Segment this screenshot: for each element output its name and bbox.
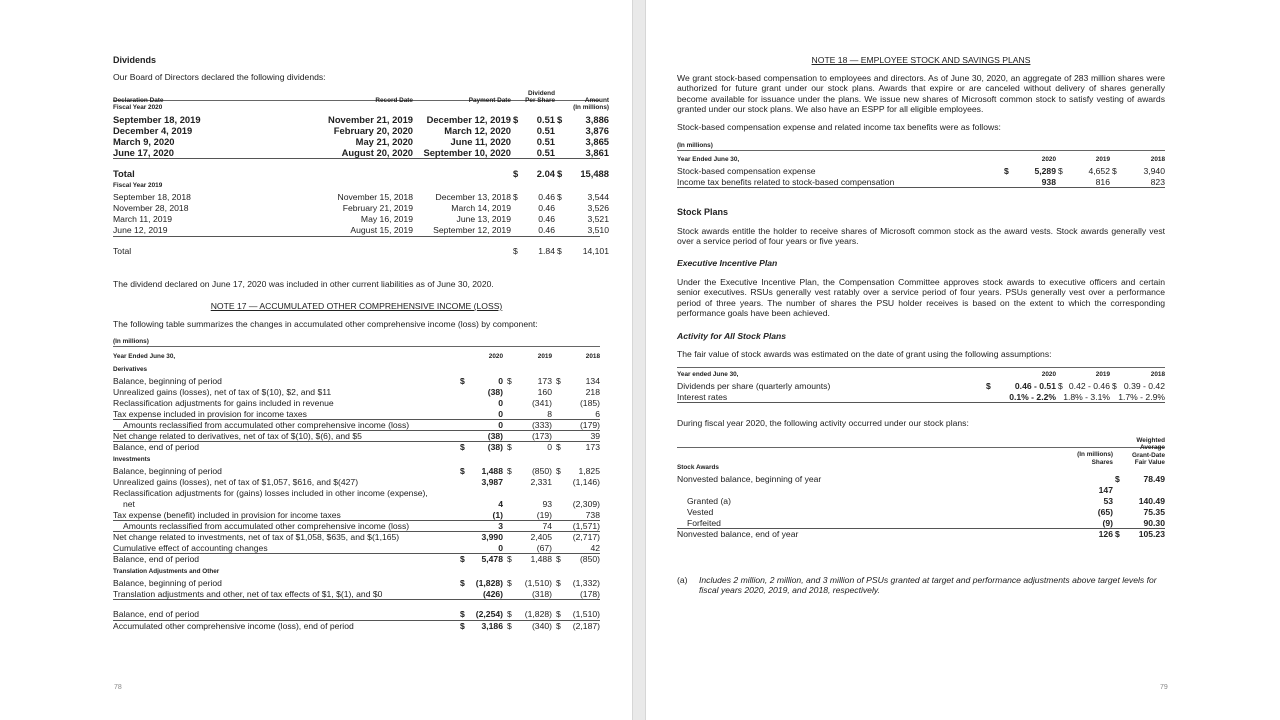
- cell-value: 2,331: [530, 477, 552, 487]
- cell-value: $ 1,488: [460, 466, 503, 476]
- cell-value: (In millions): [573, 104, 609, 111]
- row-label: Vested: [687, 507, 714, 517]
- cell-value: 42: [590, 543, 600, 553]
- footnote-text: Includes 2 million, 2 million, and 3 million of PSUs granted at target and performance adjustments above target levels for fiscal years 2020, 2019, and 2018, respectively.: [699, 575, 1157, 596]
- cell-value: 147: [1098, 485, 1113, 495]
- row-label: Balance, end of period: [113, 609, 200, 619]
- row-label: September 18, 2018: [113, 192, 191, 202]
- table-row: [677, 177, 1165, 188]
- row-label: Balance, beginning of period: [113, 466, 222, 476]
- cell-value: June 11, 2020: [450, 136, 511, 147]
- cell-value: (173): [531, 431, 552, 441]
- cell-value: 218: [585, 387, 600, 397]
- cell-value: (38): [487, 431, 503, 441]
- cell-value: 3,861: [585, 147, 609, 158]
- activity-intro: The fair value of stock awards was estimated on the date of grant using the following assumptions:: [677, 349, 1052, 359]
- cell-value: $ 1,825: [556, 466, 600, 476]
- cell-value: 74: [542, 521, 552, 531]
- section-label-row: [677, 448, 1165, 461]
- cell-value: (2,717): [572, 532, 600, 542]
- row-label: Total: [113, 246, 132, 256]
- aoci-table: [113, 350, 600, 632]
- page-number: 78: [114, 684, 122, 691]
- cell-value: $ 1.84: [513, 246, 555, 256]
- row-label: Amounts reclassified from accumulated other comprehensive income (loss): [123, 420, 410, 430]
- cell-value: 0.51: [536, 147, 555, 158]
- table-row: [113, 398, 600, 409]
- cell-value: $ (1,828): [507, 609, 552, 619]
- cell-value: September 10, 2020: [423, 147, 511, 158]
- row-label: Derivatives: [113, 366, 148, 373]
- cell-value: June 13, 2019: [456, 214, 511, 224]
- cell-value: 2020: [488, 353, 503, 360]
- sbc-units: (In millions): [677, 142, 1165, 151]
- table-row: [113, 466, 600, 477]
- cell-value: $ (850): [507, 466, 552, 476]
- cell-value: 816: [1095, 177, 1110, 187]
- cell-value: 4: [498, 499, 503, 509]
- table-row: [113, 114, 609, 125]
- row-label: Balance, end of period: [113, 554, 200, 564]
- cell-value: $ 5,289: [1004, 166, 1056, 176]
- aoci-units: (In millions): [113, 338, 600, 347]
- footnote-marker: (a): [677, 575, 688, 585]
- cell-value: $ 0.39 - 0.42: [1112, 381, 1165, 391]
- table-row: [113, 543, 600, 554]
- cell-value: $ 3,544: [557, 192, 609, 202]
- dividends-table: [113, 90, 609, 257]
- page-number: 79: [1160, 684, 1168, 691]
- row-label: Fiscal Year 2019: [113, 182, 163, 189]
- cell-value: 3,990: [481, 532, 503, 542]
- table-row: [113, 147, 609, 158]
- cell-value: $ 3,940: [1112, 166, 1165, 176]
- cell-value: 2020: [1041, 371, 1056, 378]
- cell-value: 1.7% - 2.9%: [1118, 392, 1165, 402]
- cell-value: 140.49: [1138, 496, 1165, 506]
- row-label: Year Ended June 30,: [677, 156, 740, 163]
- row-label: Unrealized gains (losses), net of tax of $1,057, $616, and $(427): [113, 477, 359, 487]
- row-label: Translation adjustments and other, net of tax effects of $1, $(1), and $0: [113, 589, 383, 599]
- row-label: Amounts reclassified from accumulated other comprehensive income (loss): [123, 521, 410, 531]
- table-row: [677, 507, 1165, 518]
- cell-value: $ 5,478: [460, 554, 503, 564]
- page-gutter: [632, 0, 646, 720]
- row-label: Nonvested balance, end of year: [677, 529, 799, 539]
- table-row: [113, 420, 600, 431]
- cell-value: 8: [547, 409, 552, 419]
- row-label: Unrealized gains (losses), net of tax of $(10), $2, and $11: [113, 387, 332, 397]
- table-row: [113, 203, 609, 214]
- cell-value: 0: [498, 420, 503, 430]
- row-label: Reclassification adjustments for gains included in revenue: [113, 398, 334, 408]
- row-label: June 17, 2020: [113, 147, 174, 158]
- section-label-row: [113, 565, 600, 578]
- dividends-heading: Dividends: [113, 55, 157, 65]
- cell-value: 0.51: [536, 136, 555, 147]
- table-row: [113, 554, 600, 565]
- row-label: net: [123, 499, 135, 509]
- stock-plans-text: Stock awards entitle the holder to receive shares of Microsoft common stock as the award vests. Stock awards generally vest over a service period of four years or five years.: [677, 226, 1165, 247]
- note-17-title: NOTE 17 — ACCUMULATED OTHER COMPREHENSIVE INCOME (LOSS): [210, 301, 503, 311]
- cell-value: (38): [487, 387, 503, 397]
- cell-value: 2018: [1150, 156, 1165, 163]
- table-row: [113, 192, 609, 203]
- cell-value: $ (850): [556, 554, 600, 564]
- cell-value: $ 0: [507, 442, 552, 452]
- cell-value: (341): [531, 398, 552, 408]
- cell-value: 3,865: [585, 136, 609, 147]
- cell-value: (178): [579, 589, 600, 599]
- section-label-row: [113, 453, 600, 466]
- cell-value: $ 78.49: [1115, 474, 1165, 484]
- cell-value: March 14, 2019: [451, 203, 511, 213]
- row-label: Balance, beginning of period: [113, 578, 222, 588]
- row-label: September 18, 2019: [113, 114, 201, 125]
- note-18-title: NOTE 18 — EMPLOYEE STOCK AND SAVINGS PLANS: [811, 55, 1031, 65]
- sbc-intro: Stock-based compensation expense and related income tax benefits were as follows:: [677, 122, 1001, 132]
- cell-value: Weighted Average Grant-Date Fair Value: [1131, 437, 1165, 467]
- stock-awards-table: [677, 437, 1165, 540]
- cell-value: (318): [531, 589, 552, 599]
- table-row: [677, 485, 1165, 496]
- table-row: [677, 392, 1165, 403]
- cell-value: 53: [1103, 496, 1113, 506]
- row-label: Reclassification adjustments for (gains) losses included in other income (expense),: [113, 488, 428, 498]
- dividends-intro: Our Board of Directors declared the following dividends:: [113, 72, 326, 82]
- table-row: [113, 442, 600, 453]
- sbc-table: [677, 153, 1165, 188]
- row-label: Total: [113, 168, 135, 179]
- table-row: [113, 532, 600, 543]
- row-label: Year Ended June 30,: [113, 353, 176, 360]
- cell-value: $ (1,510): [507, 578, 552, 588]
- cell-value: December 13, 2018: [435, 192, 511, 202]
- cell-value: 0.46: [538, 203, 555, 213]
- cell-value: 3,987: [481, 477, 503, 487]
- table-row: [113, 236, 609, 257]
- cell-value: 2019: [1095, 156, 1110, 163]
- row-label: Net change related to investments, net of tax of $1,058, $635, and $(1,165): [113, 532, 400, 542]
- cell-value: 90.30: [1143, 518, 1165, 528]
- row-label: Declaration Date: [113, 97, 164, 105]
- table-row: [113, 125, 609, 136]
- cell-value: $ 3,886: [557, 114, 609, 125]
- row-label: Year ended June 30,: [677, 371, 739, 378]
- cell-value: Shares: [1091, 459, 1113, 467]
- cell-value: 3,526: [587, 203, 609, 213]
- table-row: [677, 518, 1165, 529]
- section-label-row: [113, 179, 600, 192]
- cell-value: December 12, 2019: [426, 114, 511, 125]
- cell-value: $ (38): [460, 442, 503, 452]
- cell-value: (426): [482, 589, 503, 599]
- cell-value: February 20, 2020: [333, 125, 413, 136]
- cell-value: 126: [1098, 529, 1113, 539]
- cell-value: Record Date: [375, 97, 413, 105]
- cell-value: Amount: [584, 97, 609, 105]
- cell-value: $ 0.51: [513, 114, 555, 125]
- cell-value: (185): [579, 398, 600, 408]
- stock-plans-heading: Stock Plans: [677, 207, 729, 217]
- note-18-intro: We grant stock-based compensation to employees and directors. As of June 30, 2020, an aggregate of 283 million shares were authorized for future grant under our stock plans. Awards that expire or are canceled without delivery of shares generally become available for issuance under the plans. We issue new shares of Microsoft common stock to satisfy vesting of awards granted under our stock plans. We also have an ESPP for all eligible employees.: [677, 73, 1165, 115]
- table-row: [113, 158, 609, 179]
- cell-value: $ 0: [460, 376, 503, 386]
- table-row: [113, 578, 600, 589]
- cell-value: $ (1,510): [556, 609, 600, 619]
- section-label-row: [113, 350, 600, 363]
- table-row: [113, 499, 600, 510]
- row-label: Balance, beginning of period: [113, 376, 222, 386]
- cell-value: $ (340): [507, 621, 552, 631]
- eip-text: Under the Executive Incentive Plan, the Compensation Committee approves stock awards to executive officers and certain senior executives. RSUs generally vest ratably over a service period of four years. PSUs generally vest over a performance period of three years. The number of shares the PSU holder receives is based on the extent to which the corresponding performance goals have been achieved.: [677, 277, 1165, 319]
- row-label: Interest rates: [677, 392, 728, 402]
- cell-value: September 12, 2019: [433, 225, 511, 235]
- cell-value: $ 134: [556, 376, 600, 386]
- table-header: [113, 90, 609, 105]
- cell-value: 0: [498, 398, 503, 408]
- cell-value: 0: [498, 543, 503, 553]
- cell-value: $ 0.46 - 0.51: [986, 381, 1056, 391]
- cell-value: 0.46: [538, 225, 555, 235]
- cell-value: 93: [542, 499, 552, 509]
- table-row: [113, 409, 600, 420]
- table-row: [113, 510, 600, 521]
- footnote: [677, 575, 1165, 596]
- cell-value: (1): [492, 510, 503, 520]
- cell-value: $ 0.42 - 0.46: [1058, 381, 1110, 391]
- table-row: [113, 488, 600, 499]
- cell-value: (65): [1097, 507, 1113, 517]
- cell-value: 738: [585, 510, 600, 520]
- table-row: [113, 376, 600, 387]
- row-label: Accumulated other comprehensive income (loss), end of period: [113, 621, 354, 631]
- row-label: November 28, 2018: [113, 203, 189, 213]
- cell-value: $ 173: [556, 442, 600, 452]
- cell-value: $ (2,254): [460, 609, 503, 619]
- cell-value: 938: [1041, 177, 1056, 187]
- table-row: [677, 474, 1165, 485]
- section-label-row: [113, 363, 600, 376]
- table-row: [677, 496, 1165, 507]
- row-label: June 12, 2019: [113, 225, 168, 235]
- cell-value: $ 173: [507, 376, 552, 386]
- cell-value: (333): [531, 420, 552, 430]
- cell-value: (9): [1102, 518, 1113, 528]
- table-row: [113, 136, 609, 147]
- table-row: [677, 166, 1165, 177]
- cell-value: (1,571): [572, 521, 600, 531]
- activity-text: During fiscal year 2020, the following activity occurred under our stock plans:: [677, 418, 969, 428]
- cell-value: 0.46: [538, 214, 555, 224]
- row-label: Stock-based compensation expense: [677, 166, 816, 176]
- row-label: December 4, 2019: [113, 125, 193, 136]
- table-row: [113, 600, 600, 621]
- section-label-row: [677, 153, 1165, 166]
- cell-value: November 21, 2019: [328, 114, 413, 125]
- cell-value: (2,309): [572, 499, 600, 509]
- table-row: [677, 381, 1165, 392]
- dividend-note: The dividend declared on June 17, 2020 was included in other current liabilities as of June 30, 2020.: [113, 279, 494, 289]
- row-label: Stock Awards: [677, 464, 719, 471]
- cell-value: 39: [590, 431, 600, 441]
- row-label: Balance, end of period: [113, 442, 200, 452]
- cell-value: 2,405: [530, 532, 552, 542]
- cell-value: (67): [536, 543, 552, 553]
- cell-value: 2020: [1041, 156, 1056, 163]
- activity-heading: Activity for All Stock Plans: [677, 331, 787, 341]
- cell-value: 3: [498, 521, 503, 531]
- cell-value: 2019: [1095, 371, 1110, 378]
- row-label: Granted (a): [687, 496, 731, 506]
- table-row: [113, 214, 609, 225]
- table-row: [113, 431, 600, 442]
- cell-value: March 12, 2020: [444, 125, 511, 136]
- table-row: [113, 521, 600, 532]
- cell-value: 3,876: [585, 125, 609, 136]
- cell-value: $ 2.04: [513, 168, 555, 179]
- section-label-row: [677, 368, 1165, 381]
- cell-value: 0.51: [536, 125, 555, 136]
- cell-value: May 16, 2019: [360, 214, 413, 224]
- cell-value: $ 3,186: [460, 621, 503, 631]
- cell-value: 3,510: [587, 225, 609, 235]
- row-label: March 11, 2019: [113, 214, 173, 224]
- cell-value: Dividend Per Share: [525, 90, 555, 105]
- cell-value: 2018: [1150, 371, 1165, 378]
- cell-value: 2019: [537, 353, 552, 360]
- cell-value: August 20, 2020: [341, 147, 413, 158]
- cell-value: $ (1,828): [460, 578, 503, 588]
- row-label: Investments: [113, 456, 151, 463]
- cell-value: $ 105.23: [1115, 529, 1165, 539]
- note-17-intro: The following table summarizes the changes in accumulated other comprehensive income (loss) by component:: [113, 319, 538, 329]
- cell-value: (1,146): [572, 477, 600, 487]
- table-row: [113, 477, 600, 488]
- table-row: [113, 387, 600, 398]
- cell-value: $ 15,488: [557, 168, 609, 179]
- page-78: [0, 0, 632, 720]
- table-row: [113, 589, 600, 600]
- cell-value: 160: [537, 387, 552, 397]
- cell-value: (In millions): [1077, 451, 1113, 458]
- cell-value: $ 14,101: [557, 246, 609, 256]
- cell-value: 823: [1150, 177, 1165, 187]
- cell-value: 75.35: [1143, 507, 1165, 517]
- row-label: Translation Adjustments and Other: [113, 568, 220, 575]
- row-label: Tax expense (benefit) included in provision for income taxes: [113, 510, 341, 520]
- table-row: [113, 621, 600, 632]
- row-label: Dividends per share (quarterly amounts): [677, 381, 831, 391]
- row-label: Cumulative effect of accounting changes: [113, 543, 268, 553]
- cell-value: November 15, 2018: [337, 192, 413, 202]
- table-row: [113, 225, 609, 236]
- cell-value: 1.8% - 3.1%: [1063, 392, 1110, 402]
- row-label: Nonvested balance, beginning of year: [677, 474, 822, 484]
- cell-value: $ 0.46: [513, 192, 555, 202]
- eip-heading: Executive Incentive Plan: [677, 258, 778, 268]
- cell-value: 0.1% - 2.2%: [1009, 392, 1056, 402]
- cell-value: (179): [579, 420, 600, 430]
- row-label: March 9, 2020: [113, 136, 175, 147]
- row-label: Forfeited: [687, 518, 721, 528]
- cell-value: 3,521: [587, 214, 609, 224]
- row-label: Income tax benefits related to stock-based compensation: [677, 177, 895, 187]
- table-row: [677, 529, 1165, 540]
- page-79: [646, 0, 1280, 720]
- cell-value: $ (1,332): [556, 578, 600, 588]
- cell-value: 2018: [585, 353, 600, 360]
- cell-value: (19): [536, 510, 552, 520]
- cell-value: August 15, 2019: [350, 225, 413, 235]
- cell-value: 0: [498, 409, 503, 419]
- row-label: Fiscal Year 2020: [113, 104, 163, 111]
- cell-value: May 21, 2020: [355, 136, 413, 147]
- cell-value: Payment Date: [468, 97, 511, 105]
- cell-value: February 21, 2019: [342, 203, 413, 213]
- cell-value: $ 4,652: [1058, 166, 1110, 176]
- cell-value: 6: [595, 409, 600, 419]
- cell-value: $ 1,488: [507, 554, 552, 564]
- cell-value: $ (2,187): [556, 621, 600, 631]
- assumptions-table: [677, 367, 1165, 403]
- row-label: Tax expense included in provision for income taxes: [113, 409, 307, 419]
- row-label: Net change related to derivatives, net of tax of $(10), $(6), and $5: [113, 431, 362, 441]
